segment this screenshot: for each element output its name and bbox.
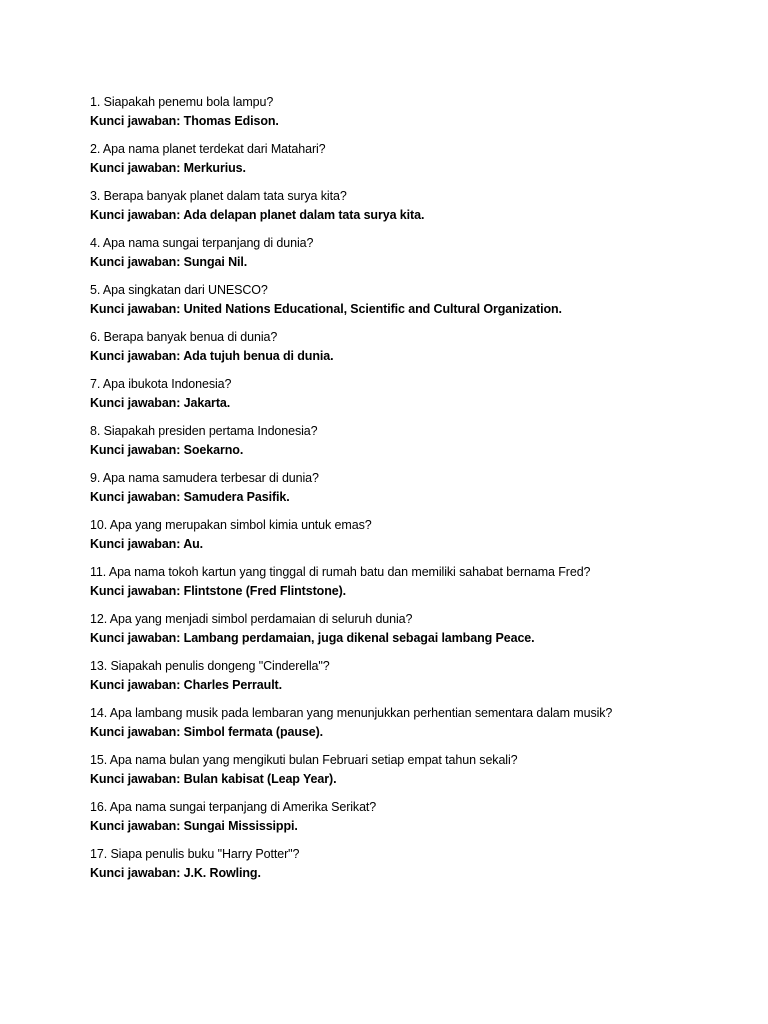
qa-item (90, 610, 730, 647)
qa-item (90, 469, 730, 506)
question-text: 13. Siapakah penulis dongeng "Cinderella"? (90, 659, 330, 673)
answer-text: Kunci jawaban: Samudera Pasifik. (90, 489, 290, 504)
qa-item (90, 187, 730, 224)
answer-text: Kunci jawaban: Soekarno. (90, 442, 244, 457)
qa-item (90, 704, 730, 741)
question-text: 11. Apa nama tokoh kartun yang tinggal di rumah batu dan memiliki sahabat bernama Fred? (90, 565, 591, 579)
answer-text: Kunci jawaban: Charles Perrault. (90, 677, 282, 692)
qa-item (90, 234, 730, 271)
question-text: 12. Apa yang menjadi simbol perdamaian di seluruh dunia? (90, 612, 413, 626)
answer-text: Kunci jawaban: Simbol fermata (pause). (90, 724, 324, 739)
answer-text: Kunci jawaban: United Nations Educational, Scientific and Cultural Organization. (90, 301, 562, 316)
qa-item (90, 516, 730, 553)
question-text: 14. Apa lambang musik pada lembaran yang menunjukkan perhentian sementara dalam musik? (90, 706, 613, 720)
question-text: 17. Siapa penulis buku "Harry Potter"? (90, 847, 300, 861)
qa-item (90, 281, 730, 318)
question-text: 4. Apa nama sungai terpanjang di dunia? (90, 236, 314, 250)
answer-text: Kunci jawaban: Bulan kabisat (Leap Year). (90, 771, 337, 786)
qa-item (90, 563, 730, 600)
answer-text: Kunci jawaban: Au. (90, 536, 204, 551)
qa-item (90, 328, 730, 365)
qa-item (90, 375, 730, 412)
answer-text: Kunci jawaban: J.K. Rowling. (90, 865, 261, 880)
qa-item (90, 798, 730, 835)
answer-text: Kunci jawaban: Sungai Nil. (90, 254, 248, 269)
qa-item (90, 422, 730, 459)
question-text: 15. Apa nama bulan yang mengikuti bulan Februari setiap empat tahun sekali? (90, 753, 518, 767)
answer-text: Kunci jawaban: Flintstone (Fred Flintstone). (90, 583, 347, 598)
qa-item (90, 140, 730, 177)
answer-text: Kunci jawaban: Ada delapan planet dalam tata surya kita. (90, 207, 425, 222)
qa-item (90, 657, 730, 694)
qa-item (90, 93, 730, 130)
answer-text: Kunci jawaban: Lambang perdamaian, juga dikenal sebagai lambang Peace. (90, 630, 535, 645)
answer-text: Kunci jawaban: Jakarta. (90, 395, 231, 410)
answer-text: Kunci jawaban: Ada tujuh benua di dunia. (90, 348, 334, 363)
question-text: 9. Apa nama samudera terbesar di dunia? (90, 471, 319, 485)
question-text: 8. Siapakah presiden pertama Indonesia? (90, 424, 318, 438)
question-text: 6. Berapa banyak benua di dunia? (90, 330, 278, 344)
document-page (90, 93, 730, 892)
answer-text: Kunci jawaban: Thomas Edison. (90, 113, 279, 128)
qa-item (90, 751, 730, 788)
question-text: 3. Berapa banyak planet dalam tata surya kita? (90, 189, 347, 203)
question-text: 16. Apa nama sungai terpanjang di Amerika Serikat? (90, 800, 377, 814)
question-text: 10. Apa yang merupakan simbol kimia untuk emas? (90, 518, 372, 532)
question-text: 7. Apa ibukota Indonesia? (90, 377, 232, 391)
question-text: 2. Apa nama planet terdekat dari Matahari? (90, 142, 326, 156)
answer-text: Kunci jawaban: Merkurius. (90, 160, 246, 175)
answer-text: Kunci jawaban: Sungai Mississippi. (90, 818, 298, 833)
question-text: 1. Siapakah penemu bola lampu? (90, 95, 274, 109)
qa-item (90, 845, 730, 882)
question-text: 5. Apa singkatan dari UNESCO? (90, 283, 268, 297)
